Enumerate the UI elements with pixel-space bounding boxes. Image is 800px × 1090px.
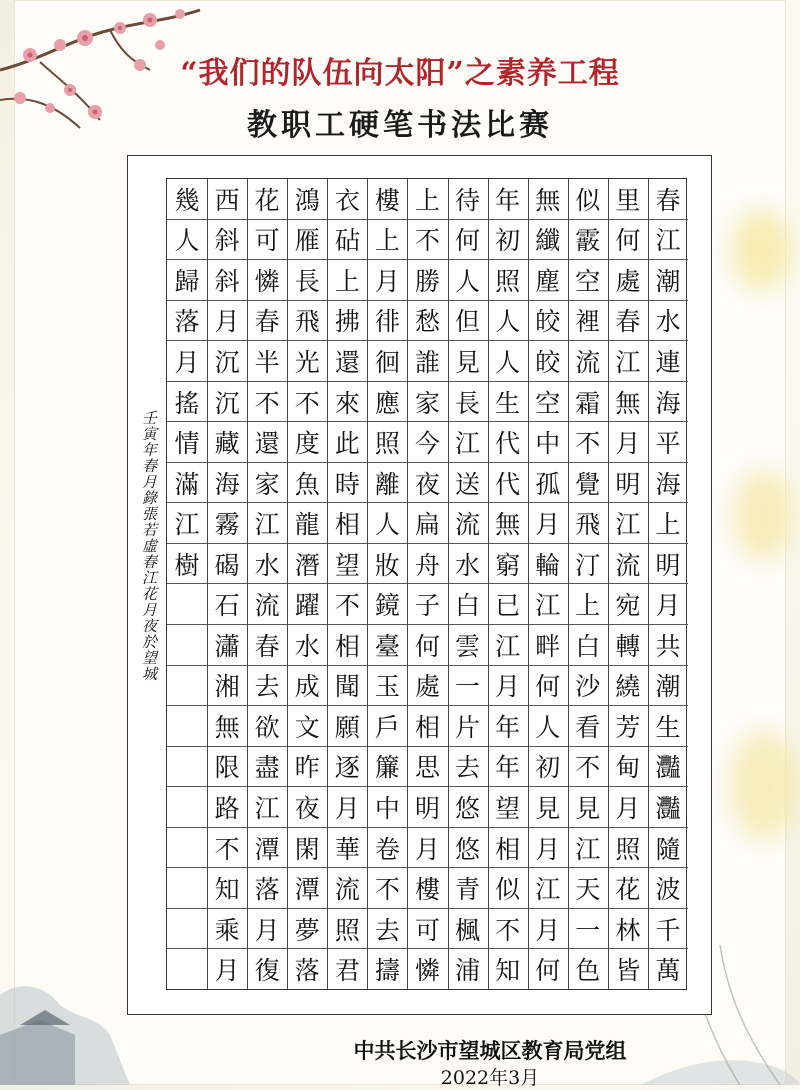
character-cell: 斜 — [207, 220, 247, 261]
character-cell: 悠 — [448, 828, 488, 869]
character-cell: 江 — [247, 503, 287, 544]
character-cell: 可 — [407, 909, 447, 950]
character-cell: 看 — [568, 706, 608, 747]
character-cell: 繞 — [608, 666, 648, 707]
character-cell: 潭 — [287, 868, 327, 909]
character-cell: 相 — [327, 503, 367, 544]
character-cell: 樓 — [367, 179, 407, 220]
character-cell: 江 — [648, 220, 688, 261]
character-cell: 家 — [247, 463, 287, 504]
character-cell: 流 — [448, 503, 488, 544]
character-cell: 斜 — [207, 260, 247, 301]
issue-date: 2022年3月 — [440, 1067, 540, 1089]
character-cell: 不 — [568, 422, 608, 463]
character-cell: 月 — [367, 260, 407, 301]
character-cell: 江 — [247, 787, 287, 828]
character-cell: 灩 — [648, 787, 688, 828]
character-cell: 江 — [608, 341, 648, 382]
character-cell: 月 — [608, 787, 648, 828]
character-cell: 水 — [247, 544, 287, 585]
character-cell: 可 — [247, 220, 287, 261]
character-cell: 江 — [528, 584, 568, 625]
character-cell: 成 — [287, 666, 327, 707]
character-cell: 沉 — [207, 341, 247, 382]
character-cell: 霰 — [568, 220, 608, 261]
character-cell: 鏡 — [367, 584, 407, 625]
character-cell: 輪 — [528, 544, 568, 585]
character-cell: 轉 — [608, 625, 648, 666]
character-cell: 照 — [608, 828, 648, 869]
character-cell: 瀟 — [207, 625, 247, 666]
character-cell: 不 — [287, 382, 327, 423]
column-divider — [568, 179, 569, 989]
character-cell — [167, 787, 207, 828]
character-cell: 天 — [568, 868, 608, 909]
character-cell: 人 — [488, 301, 528, 342]
character-cell: 相 — [407, 706, 447, 747]
character-cell: 江 — [448, 422, 488, 463]
character-cell: 閑 — [287, 828, 327, 869]
character-cell: 中 — [528, 422, 568, 463]
column-divider — [608, 179, 609, 989]
character-cell: 海 — [648, 382, 688, 423]
character-cell: 不 — [207, 828, 247, 869]
character-cell: 何 — [535, 956, 561, 986]
character-cell: 上 — [568, 584, 608, 625]
character-cell: 一 — [568, 909, 608, 950]
text-column — [247, 179, 287, 989]
character-cell: 魚 — [287, 463, 327, 504]
character-cell: 碣 — [207, 544, 247, 585]
character-cell — [167, 868, 207, 909]
character-cell: 不 — [407, 220, 447, 261]
character-cell: 妝 — [367, 544, 407, 585]
character-cell: 勝 — [407, 260, 447, 301]
character-cell: 明 — [407, 787, 447, 828]
character-cell: 平 — [648, 422, 688, 463]
character-cell: 龍 — [287, 503, 327, 544]
character-cell: 沉 — [207, 382, 247, 423]
character-cell: 月 — [214, 956, 240, 986]
character-cell: 流 — [568, 341, 608, 382]
character-cell: 人 — [448, 260, 488, 301]
character-cell: 相 — [327, 625, 367, 666]
character-cell: 子 — [407, 584, 447, 625]
character-cell: 月 — [528, 503, 568, 544]
character-cell: 思 — [407, 747, 447, 788]
character-cell: 上 — [648, 503, 688, 544]
character-cell: 已 — [488, 584, 528, 625]
character-cell: 上 — [407, 179, 447, 220]
character-cell: 盡 — [247, 747, 287, 788]
character-cell: 江 — [608, 503, 648, 544]
character-cell: 搖 — [167, 382, 207, 423]
character-cell: 去 — [448, 747, 488, 788]
character-cell: 不 — [488, 909, 528, 950]
character-cell: 花 — [247, 179, 287, 220]
character-cell: 玉 — [367, 666, 407, 707]
column-divider — [287, 179, 288, 989]
character-cell: 時 — [327, 463, 367, 504]
character-cell: 還 — [327, 341, 367, 382]
character-cell: 落 — [294, 956, 320, 986]
character-cell: 卷 — [367, 828, 407, 869]
character-cell: 潛 — [287, 544, 327, 585]
character-cell: 落 — [247, 868, 287, 909]
character-cell: 初 — [488, 220, 528, 261]
character-cell: 今 — [407, 422, 447, 463]
character-cell: 相 — [488, 828, 528, 869]
character-cell: 塵 — [528, 260, 568, 301]
character-cell: 江 — [488, 625, 528, 666]
decorative-glow — [730, 730, 800, 840]
character-cell: 歸 — [167, 260, 207, 301]
text-column — [407, 179, 447, 989]
character-cell: 芳 — [608, 706, 648, 747]
character-cell: 流 — [327, 868, 367, 909]
character-cell: 無 — [207, 706, 247, 747]
character-cell: 照 — [488, 260, 528, 301]
character-cell: 似 — [488, 868, 528, 909]
character-cell: 空 — [528, 382, 568, 423]
character-cell: 應 — [367, 382, 407, 423]
calligraphy-grid — [166, 178, 687, 990]
character-cell: 生 — [488, 382, 528, 423]
column-divider — [207, 179, 208, 989]
character-cell: 何 — [407, 625, 447, 666]
character-cell: 皎 — [528, 341, 568, 382]
character-cell: 飛 — [568, 503, 608, 544]
competition-title: “我们的队伍向太阳”之素养工程 — [180, 56, 620, 91]
character-cell: 樹 — [167, 544, 207, 585]
character-cell: 雲 — [448, 625, 488, 666]
character-cell: 去 — [367, 909, 407, 950]
character-cell: 人 — [528, 706, 568, 747]
character-cell: 悠 — [448, 787, 488, 828]
character-cell: 年 — [488, 706, 528, 747]
signature-inscription: 壬寅年春月錄張若虛春江花月夜於望城 — [140, 410, 158, 682]
character-cell: 拂 — [327, 301, 367, 342]
character-cell: 無 — [608, 382, 648, 423]
character-cell: 色 — [575, 956, 601, 986]
character-cell: 海 — [648, 463, 688, 504]
character-cell: 愁 — [407, 301, 447, 342]
character-cell: 月 — [528, 909, 568, 950]
character-cell: 代 — [488, 463, 528, 504]
character-cell: 幾 — [167, 179, 207, 220]
character-cell: 扁 — [407, 503, 447, 544]
character-cell: 裡 — [568, 301, 608, 342]
character-cell: 何 — [528, 666, 568, 707]
character-cell: 滿 — [167, 463, 207, 504]
character-cell — [167, 584, 207, 625]
character-cell: 人 — [167, 220, 207, 261]
character-cell: 月 — [207, 301, 247, 342]
character-cell: 處 — [407, 666, 447, 707]
column-divider — [488, 179, 489, 989]
character-cell: 明 — [648, 544, 688, 585]
character-cell: 衣 — [327, 179, 367, 220]
character-cell: 半 — [247, 341, 287, 382]
character-cell: 簾 — [367, 747, 407, 788]
character-cell: 千 — [648, 909, 688, 950]
character-cell: 長 — [448, 382, 488, 423]
character-cell: 春 — [608, 301, 648, 342]
character-cell: 水 — [448, 544, 488, 585]
character-cell: 欲 — [247, 706, 287, 747]
character-cell: 皎 — [528, 301, 568, 342]
character-cell: 花 — [608, 868, 648, 909]
character-cell: 砧 — [327, 220, 367, 261]
character-cell: 春 — [648, 179, 688, 220]
competition-subtitle: 教职工硬笔书法比赛 — [247, 108, 553, 143]
character-cell: 不 — [327, 584, 367, 625]
character-cell: 離 — [367, 463, 407, 504]
character-cell: 望 — [488, 787, 528, 828]
character-cell: 江 — [568, 828, 608, 869]
character-cell: 落 — [167, 301, 207, 342]
character-cell: 見 — [448, 341, 488, 382]
text-column — [648, 179, 688, 989]
character-cell: 度 — [287, 422, 327, 463]
text-column — [568, 179, 608, 989]
character-cell: 明 — [608, 463, 648, 504]
character-cell: 限 — [207, 747, 247, 788]
character-cell: 照 — [327, 909, 367, 950]
character-cell: 不 — [367, 868, 407, 909]
column-divider — [327, 179, 328, 989]
text-column — [488, 179, 528, 989]
character-cell: 流 — [608, 544, 648, 585]
character-cell: 似 — [568, 179, 608, 220]
character-cell: 不 — [568, 747, 608, 788]
character-cell: 樓 — [407, 868, 447, 909]
character-cell: 憐 — [414, 956, 440, 986]
character-cell: 夜 — [407, 463, 447, 504]
character-cell: 處 — [608, 260, 648, 301]
character-cell: 春 — [247, 301, 287, 342]
character-cell: 宛 — [608, 584, 648, 625]
character-cell: 華 — [327, 828, 367, 869]
character-cell: 潮 — [648, 666, 688, 707]
character-cell: 流 — [247, 584, 287, 625]
character-cell: 不 — [247, 382, 287, 423]
character-cell: 見 — [568, 787, 608, 828]
character-cell: 水 — [648, 301, 688, 342]
text-column — [287, 179, 327, 989]
character-cell: 孤 — [528, 463, 568, 504]
character-cell: 月 — [407, 828, 447, 869]
character-cell: 汀 — [568, 544, 608, 585]
text-column — [207, 179, 247, 989]
text-column — [608, 179, 648, 989]
character-cell: 里 — [608, 179, 648, 220]
character-cell: 雁 — [287, 220, 327, 261]
character-cell: 西 — [207, 179, 247, 220]
character-cell: 月 — [488, 666, 528, 707]
character-cell: 波 — [648, 868, 688, 909]
character-cell: 皆 — [615, 956, 641, 986]
character-cell — [167, 666, 207, 707]
character-cell: 潮 — [648, 260, 688, 301]
character-cell: 徊 — [367, 341, 407, 382]
character-cell: 無 — [488, 503, 528, 544]
character-cell: 人 — [488, 341, 528, 382]
decorative-glow — [732, 210, 792, 290]
character-cell: 年 — [488, 179, 528, 220]
character-cell: 但 — [448, 301, 488, 342]
character-cell: 憐 — [247, 260, 287, 301]
character-cell — [167, 706, 207, 747]
character-cell: 沙 — [568, 666, 608, 707]
character-cell: 文 — [287, 706, 327, 747]
character-cell: 光 — [287, 341, 327, 382]
character-cell: 上 — [327, 260, 367, 301]
character-cell: 連 — [648, 341, 688, 382]
text-column — [327, 179, 367, 989]
character-cell: 情 — [167, 422, 207, 463]
character-cell: 何 — [448, 220, 488, 261]
character-cell: 林 — [608, 909, 648, 950]
character-cell: 昨 — [287, 747, 327, 788]
character-cell: 初 — [528, 747, 568, 788]
character-cell: 徘 — [367, 301, 407, 342]
character-cell: 海 — [207, 463, 247, 504]
character-cell: 知 — [207, 868, 247, 909]
character-cell: 霧 — [207, 503, 247, 544]
issuing-organization: 中共长沙市望城区教育局党组 — [353, 1039, 627, 1063]
character-cell: 空 — [568, 260, 608, 301]
text-column — [167, 179, 207, 989]
character-cell — [167, 625, 207, 666]
character-cell: 窮 — [488, 544, 528, 585]
character-cell: 鴻 — [287, 179, 327, 220]
character-cell: 潭 — [247, 828, 287, 869]
character-cell: 月 — [648, 584, 688, 625]
character-cell — [167, 909, 207, 950]
character-cell: 乘 — [207, 909, 247, 950]
character-cell: 願 — [327, 706, 367, 747]
character-cell: 望 — [327, 544, 367, 585]
character-cell: 浦 — [455, 956, 481, 986]
character-cell: 無 — [528, 179, 568, 220]
character-cell: 逐 — [327, 747, 367, 788]
character-cell: 白 — [448, 584, 488, 625]
character-cell: 誰 — [407, 341, 447, 382]
character-cell: 春 — [247, 625, 287, 666]
character-cell: 年 — [488, 747, 528, 788]
character-cell: 白 — [568, 625, 608, 666]
text-column — [367, 179, 407, 989]
character-cell: 知 — [495, 956, 521, 986]
character-cell: 月 — [327, 787, 367, 828]
character-cell: 灩 — [648, 747, 688, 788]
character-cell: 此 — [327, 422, 367, 463]
column-divider — [528, 179, 529, 989]
character-cell: 湘 — [207, 666, 247, 707]
character-cell: 生 — [648, 706, 688, 747]
character-cell: 送 — [448, 463, 488, 504]
character-cell — [167, 747, 207, 788]
character-cell: 月 — [608, 422, 648, 463]
column-divider — [407, 179, 408, 989]
column-divider — [648, 179, 649, 989]
character-cell: 聞 — [327, 666, 367, 707]
character-cell: 纖 — [528, 220, 568, 261]
character-cell: 人 — [367, 503, 407, 544]
character-cell: 月 — [167, 341, 207, 382]
character-cell: 青 — [448, 868, 488, 909]
character-cell: 中 — [367, 787, 407, 828]
character-cell: 月 — [247, 909, 287, 950]
character-cell: 上 — [367, 220, 407, 261]
character-cell: 甸 — [608, 747, 648, 788]
character-cell: 復 — [254, 956, 280, 986]
character-cell: 一 — [448, 666, 488, 707]
character-cell: 夢 — [287, 909, 327, 950]
column-divider — [247, 179, 248, 989]
character-cell: 路 — [207, 787, 247, 828]
character-cell: 片 — [448, 706, 488, 747]
character-cell: 君 — [334, 956, 360, 986]
character-cell: 楓 — [448, 909, 488, 950]
character-cell: 見 — [528, 787, 568, 828]
character-cell: 江 — [167, 503, 207, 544]
character-cell: 躍 — [287, 584, 327, 625]
character-cell: 隨 — [648, 828, 688, 869]
character-cell: 何 — [608, 220, 648, 261]
character-cell: 霜 — [568, 382, 608, 423]
character-cell: 水 — [287, 625, 327, 666]
character-cell: 擣 — [374, 956, 400, 986]
character-cell: 共 — [648, 625, 688, 666]
character-cell: 照 — [367, 422, 407, 463]
character-cell: 月 — [528, 828, 568, 869]
character-cell: 家 — [407, 382, 447, 423]
column-divider — [448, 179, 449, 989]
decorative-glow — [734, 470, 794, 560]
character-cell: 戶 — [367, 706, 407, 747]
character-cell: 代 — [488, 422, 528, 463]
character-cell: 畔 — [528, 625, 568, 666]
character-cell: 去 — [247, 666, 287, 707]
character-cell: 飛 — [287, 301, 327, 342]
character-cell: 待 — [448, 179, 488, 220]
text-column — [448, 179, 488, 989]
character-cell: 夜 — [287, 787, 327, 828]
character-cell: 藏 — [207, 422, 247, 463]
character-cell: 江 — [528, 868, 568, 909]
character-cell — [167, 949, 207, 989]
character-cell: 石 — [207, 584, 247, 625]
character-cell — [167, 828, 207, 869]
character-cell: 來 — [327, 382, 367, 423]
character-cell: 臺 — [367, 625, 407, 666]
character-cell: 長 — [287, 260, 327, 301]
text-column — [528, 179, 568, 989]
character-cell: 還 — [247, 422, 287, 463]
character-cell: 覺 — [568, 463, 608, 504]
column-divider — [367, 179, 368, 989]
character-cell: 舟 — [407, 544, 447, 585]
character-cell: 萬 — [655, 956, 681, 986]
